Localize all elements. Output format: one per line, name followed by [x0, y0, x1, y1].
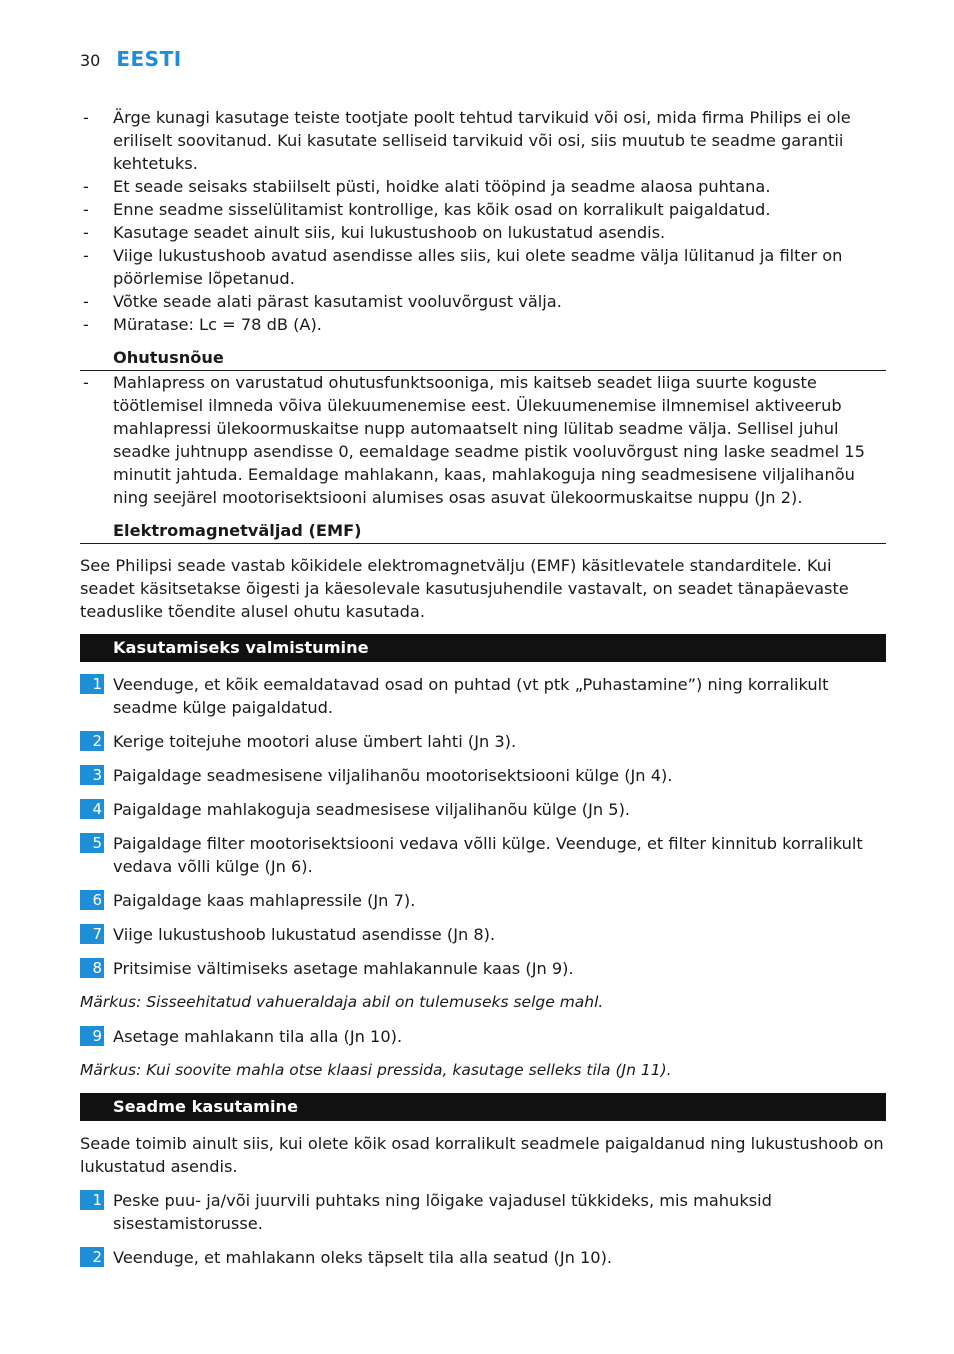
- page-content: [80, 106, 886, 1269]
- safety-heading: Ohutusnõue: [80, 347, 886, 371]
- step-number: 1: [80, 1190, 104, 1210]
- step-item: 9 Asetage mahlakann tila alla (Jn 10).: [80, 1025, 886, 1048]
- step-item: 7 Viige lukustushoob lukustatud asendisse (Jn 8).: [80, 923, 886, 946]
- step-number: 2: [80, 1247, 104, 1267]
- list-item: - Enne seadme sisselülitamist kontrollige, kas kõik osad on korralikult paigaldatud.: [83, 200, 771, 219]
- using-steps: [80, 1189, 886, 1269]
- step-number: 3: [80, 765, 104, 785]
- list-item: - Viige lukustushoob avatud asendisse alles siis, kui olete seadme välja lülitanud ja filter on pöörlemise lõpetanud.: [83, 246, 843, 288]
- emf-heading: Elektromagnetväljad (EMF): [80, 520, 886, 544]
- page-header: [80, 47, 182, 75]
- warnings-list: [80, 106, 886, 336]
- using-intro: Seade toimib ainult siis, kui olete kõik osad korralikult seadmele paigaldanud ning lukustushoob on lukustatud asendis.: [80, 1134, 884, 1176]
- preparing-steps-continued: [80, 1025, 886, 1048]
- step-number: 9: [80, 1026, 104, 1046]
- step-item: 6 Paigaldage kaas mahlapressile (Jn 7).: [80, 889, 886, 912]
- section-heading-preparing: Kasutamiseks valmistumine: [80, 634, 886, 662]
- step-number: 2: [80, 731, 104, 751]
- note-foam-separator: Märkus: Sisseehitatud vahueraldaja abil on tulemuseks selge mahl.: [80, 993, 604, 1011]
- note-spout: Märkus: Kui soovite mahla otse klaasi pressida, kasutage selleks tila (Jn 11).: [80, 1061, 672, 1079]
- step-number: 6: [80, 890, 104, 910]
- step-item: 1 Peske puu- ja/või juurvili puhtaks ning lõigake vajadusel tükkideks, mis mahuksid sisestamistorusse.: [80, 1189, 886, 1235]
- step-item: 2 Kerige toitejuhe mootori aluse ümbert lahti (Jn 3).: [80, 730, 886, 753]
- list-item: - Ärge kunagi kasutage teiste tootjate poolt tehtud tarvikuid või osi, mida firma Philips ei ole eriliselt soovitanud. Kui kasutate selliseid tarvikuid või osi, siis muutub te seadme garantii kehtetuks.: [83, 108, 851, 173]
- step-item: 3 Paigaldage seadmesisene viljalihanõu mootorisektsiooni külge (Jn 4).: [80, 764, 886, 787]
- step-item: 5 Paigaldage filter mootorisektsiooni vedava võlli külge. Veenduge, et filter kinnitub korralikult vedava võlli külge (Jn 6).: [80, 832, 886, 878]
- preparing-steps: [80, 673, 886, 980]
- step-number: 8: [80, 958, 104, 978]
- safety-list: [80, 371, 886, 509]
- language-title: EESTI: [116, 47, 182, 71]
- step-item: 4 Paigaldage mahlakoguja seadmesisese viljalihanõu külge (Jn 5).: [80, 798, 886, 821]
- step-item: 2 Veenduge, et mahlakann oleks täpselt tila alla seatud (Jn 10).: [80, 1246, 886, 1269]
- list-item: - Võtke seade alati pärast kasutamist vooluvõrgust välja.: [83, 292, 562, 311]
- step-item: 1 Veenduge, et kõik eemaldatavad osad on puhtad (vt ptk „Puhastamine”) ning korralikult seadme külge paigaldatud.: [80, 673, 886, 719]
- list-item: - Müratase: Lc = 78 dB (A).: [83, 315, 322, 334]
- step-item: 8 Pritsimise vältimiseks asetage mahlakannule kaas (Jn 9).: [80, 957, 886, 980]
- step-number: 4: [80, 799, 104, 819]
- list-item: - Mahlapress on varustatud ohutusfunktsooniga, mis kaitseb seadet liiga suurte koguste töötlemisel ilmneda võiva ülekuumenemise eest. Ülekuumenemise ilmnemisel aktiveerub mahlapressi ülekoormuskaitse nupp automaatselt ning lülitab seadme välja. Sellisel juhul seadke juhtnupp asendisse 0, eemaldage seadme pistik vooluvõrgust ning laske seadmel 15 minutit jahtuda. Eemaldage mahlakann, kaas, mahlakoguja ning seadmesisene viljalihanõu ning seejärel mootorisektsiooni alumises osas asuvat ülekoormuskaitse nuppu (Jn 2).: [83, 373, 865, 507]
- emf-text: See Philipsi seade vastab kõikidele elektromagnetvälju (EMF) käsitlevatele standarditele. Kui seadet käsitsetakse õigesti ja käesolevale kasutusjuhendile vastavalt, on seadet tänapäevaste teaduslike tõendite alusel ohutu kasutada.: [80, 556, 849, 621]
- list-item: - Kasutage seadet ainult siis, kui lukustushoob on lukustatud asendis.: [83, 223, 666, 242]
- page-number: 30: [80, 51, 101, 70]
- step-number: 7: [80, 924, 104, 944]
- list-item: - Et seade seisaks stabiilselt püsti, hoidke alati tööpind ja seadme alaosa puhtana.: [83, 177, 771, 196]
- section-heading-using: Seadme kasutamine: [80, 1093, 886, 1121]
- step-number: 1: [80, 674, 104, 694]
- step-number: 5: [80, 833, 104, 853]
